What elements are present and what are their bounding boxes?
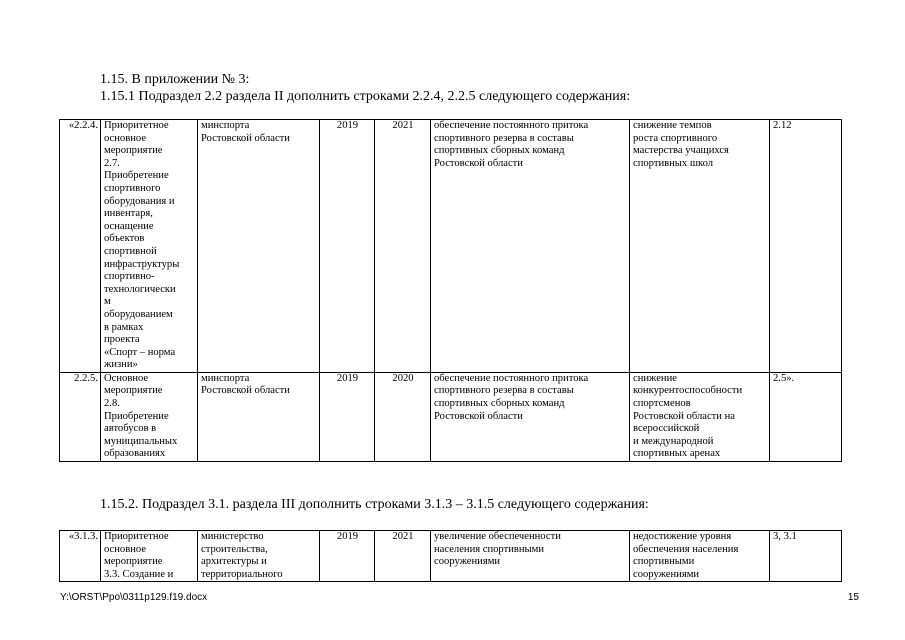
row-number: «3.1.3. [60, 531, 101, 582]
event-name-line: образованиях [104, 448, 166, 460]
executor-line: территориального [201, 568, 283, 580]
event-name-line: Приобретение [104, 170, 169, 182]
executor-line: минспорта [201, 372, 250, 384]
event-name-line: Приоритетное [104, 531, 169, 542]
expected-result-line: спортивных сборных команд [434, 398, 565, 410]
heading-1-15-1: 1.15.1 Подраздел 2.2 раздела II дополнить строками 2.2.4, 2.2.5 следующего содержания: [100, 89, 631, 104]
expected-result-line: Ростовской области [434, 157, 523, 169]
event-name-line: инвентаря, [104, 208, 153, 220]
executor-line: Ростовской области [201, 385, 290, 397]
heading-1-15-2: 1.15.2. Подраздел 3.1. раздела III дополнить строками 3.1.3 – 3.1.5 следующего содержания: [100, 497, 649, 512]
indicator-link: 3, 3.1 [770, 531, 842, 582]
row-number: «2.2.4. [60, 120, 101, 373]
event-name-line: «Спорт – норма [104, 346, 176, 358]
expected-result [431, 531, 630, 582]
expected-result-line: увеличение обеспеченности [434, 531, 561, 542]
expected-result-line: обеспечение постоянного притока [434, 372, 589, 384]
non-implementation-consequence [630, 120, 770, 373]
event-name-line: основное [104, 132, 147, 144]
event-name-line: спортивной [104, 245, 157, 257]
event-name-line: оборудования и [104, 195, 175, 207]
event-name-line: 2.8. [104, 398, 120, 410]
event-name-line: мероприятие [104, 145, 163, 157]
event-name-line: 3.3. Создание и [104, 568, 174, 580]
event-name-line: мероприятие [104, 385, 163, 397]
non-implementation-consequence [630, 531, 770, 582]
non-implementation-consequence-line: Ростовской области на [633, 410, 735, 422]
expected-result-line: сооружениями [434, 556, 501, 568]
executor-line: архитектуры и [201, 556, 267, 568]
event-name-line: Приоритетное [104, 120, 169, 131]
expected-result-line: Ростовской области [434, 410, 523, 422]
executor-line: строительства, [201, 543, 268, 555]
event-name-line: жизни» [104, 359, 138, 371]
non-implementation-consequence [630, 372, 770, 461]
expected-result [431, 120, 630, 373]
expected-result [431, 372, 630, 461]
footer-file-path: Y:\ORST\Ppo\0311p129.f19.docx [60, 592, 208, 603]
heading-1-15: 1.15. В приложении № 3: [100, 72, 250, 87]
executor [198, 531, 320, 582]
non-implementation-consequence-line: снижение темпов [633, 120, 712, 131]
event-name-line: оборудованием [104, 308, 173, 320]
event-name-line: спортивно- [104, 271, 155, 283]
non-implementation-consequence-line: конкурентоспособности [633, 385, 743, 397]
indicator-link: 2.5». [770, 372, 842, 461]
expected-result-line: спортивного резерва в составы [434, 132, 574, 144]
indicator-link: 2.12 [770, 120, 842, 373]
non-implementation-consequence-line: обеспечения населения [633, 543, 739, 555]
expected-result-line: спортивных сборных команд [434, 145, 565, 157]
event-name-line: муниципальных [104, 435, 178, 447]
non-implementation-consequence-line: роста спортивного [633, 132, 718, 144]
expected-result-line: спортивного резерва в составы [434, 385, 574, 397]
event-name [101, 531, 198, 582]
event-name-line: оснащение [104, 220, 154, 232]
executor-line: Ростовской области [201, 132, 290, 144]
event-name-line: объектов [104, 233, 145, 245]
event-name-line: мероприятие [104, 556, 163, 568]
table-row [60, 120, 842, 373]
event-name-line: автобусов в [104, 423, 157, 435]
event-name-line: в рамках [104, 321, 144, 333]
table2-body [60, 531, 842, 582]
table-row [60, 531, 842, 582]
event-name-line: м [104, 296, 111, 308]
event-name-line: основное [104, 543, 147, 555]
event-name-line: инфраструктуры [104, 258, 180, 270]
start-year: 2019 [320, 120, 375, 373]
non-implementation-consequence-line: спортсменов [633, 398, 691, 410]
non-implementation-consequence-line: спортивных аренах [633, 448, 721, 460]
event-name-line: 2.7. [104, 157, 120, 169]
event-name-line: проекта [104, 334, 140, 346]
expected-result-line: населения спортивными [434, 543, 545, 555]
expected-result-line: обеспечение постоянного притока [434, 120, 589, 131]
non-implementation-consequence-line: сооружениями [633, 568, 700, 580]
executor-line: министерство [201, 531, 264, 542]
non-implementation-consequence-line: и международной [633, 435, 714, 447]
non-implementation-consequence-line: снижение [633, 372, 677, 384]
event-name [101, 372, 198, 461]
start-year: 2019 [320, 372, 375, 461]
executor [198, 372, 320, 461]
amendment-table-3-1 [59, 530, 842, 582]
event-name-line: технологически [104, 283, 176, 295]
row-number: 2.2.5. [60, 372, 101, 461]
non-implementation-consequence-line: недостижение уровня [633, 531, 732, 542]
non-implementation-consequence-line: всероссийской [633, 423, 700, 435]
start-year: 2019 [320, 531, 375, 582]
non-implementation-consequence-line: мастерства учащихся [633, 145, 729, 157]
end-year: 2020 [375, 372, 431, 461]
end-year: 2021 [375, 120, 431, 373]
event-name-line: спортивного [104, 182, 161, 194]
event-name-line: Приобретение [104, 410, 169, 422]
amendment-table-2-2 [59, 119, 842, 462]
end-year: 2021 [375, 531, 431, 582]
non-implementation-consequence-line: спортивными [633, 556, 695, 568]
executor [198, 120, 320, 373]
footer-page-number: 15 [847, 592, 859, 603]
event-name [101, 120, 198, 373]
table-row [60, 372, 842, 461]
non-implementation-consequence-line: спортивных школ [633, 157, 714, 169]
table1-body [60, 120, 842, 462]
event-name-line: Основное [104, 372, 149, 384]
executor-line: минспорта [201, 120, 250, 131]
